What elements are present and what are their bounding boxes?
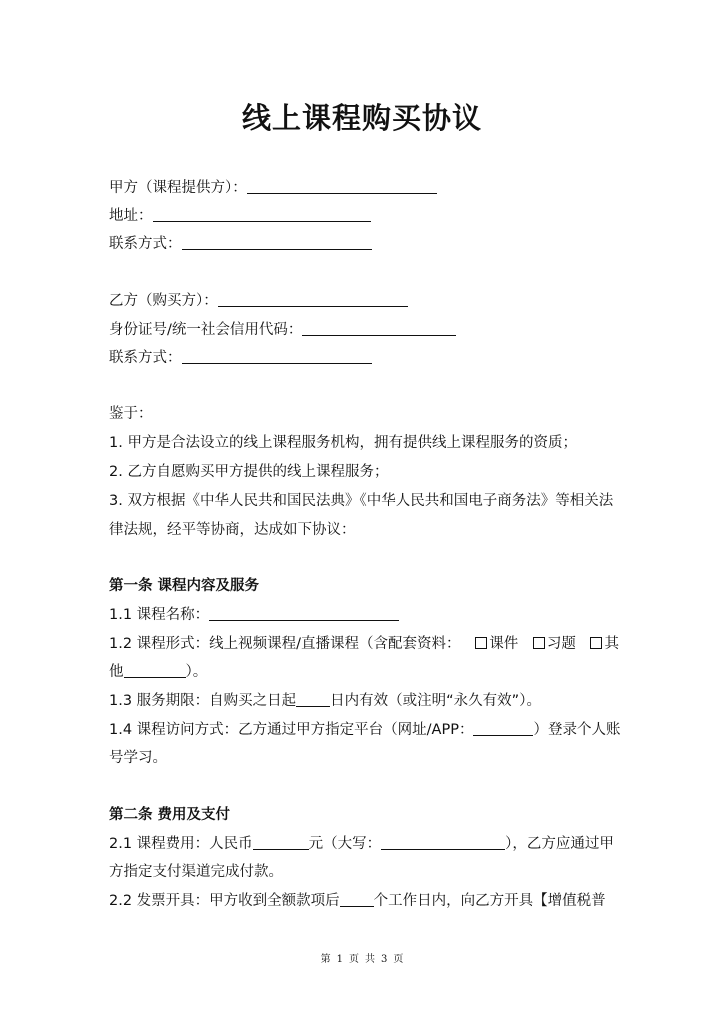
option-other-blank[interactable]	[124, 662, 186, 678]
recitals-intro: 鉴于：	[109, 406, 153, 422]
clause-1-2-line-1	[109, 634, 619, 654]
service-days-blank[interactable]	[296, 691, 330, 707]
option-exercises[interactable]	[533, 634, 576, 654]
party-a-address-label: 地址：	[109, 208, 153, 224]
footer-total-word: 共	[365, 954, 375, 965]
clause-1-3	[109, 691, 619, 711]
party-a-label: 甲方（课程提供方）：	[109, 180, 247, 196]
fee-end: ），乙方应通过甲	[505, 836, 614, 852]
invoice-end: 个工作日内，向乙方开具【增值税普	[373, 893, 606, 909]
recital-item-3-line-1: 3. 双方根据《中华人民共和国民法典》《中华人民共和国电子商务法》等相关法	[109, 493, 614, 509]
party-b-label: 乙方（购买方）：	[109, 293, 218, 309]
fee-capital-blank[interactable]	[381, 834, 505, 850]
option-courseware-label: 课件	[489, 636, 519, 652]
invoice-label: 2.2 发票开具：甲方收到全额款项后	[109, 893, 340, 909]
recital-item-3-line-2: 律法规，经平等协商，达成如下协议：	[109, 522, 356, 538]
option-courseware[interactable]	[475, 634, 518, 654]
access-method-label: 1.4 课程访问方式：乙方通过甲方指定平台（网址/APP：	[109, 722, 474, 738]
service-period-label: 1.3 服务期限：自购买之日起	[109, 693, 297, 709]
clause-2-1-line-2: 方指定支付渠道完成付款。	[109, 864, 283, 880]
party-b-contact-label: 联系方式：	[109, 350, 182, 366]
course-format-text: 1.2 课程形式：线上视频课程/直播课程（含配套资料：	[109, 636, 461, 652]
party-a-blank[interactable]	[247, 178, 437, 194]
footer-page-word: 第	[320, 954, 331, 965]
invoice-days-blank[interactable]	[340, 891, 374, 907]
party-b-id-blank[interactable]	[302, 320, 456, 336]
party-b-contact-row	[109, 348, 619, 368]
party-b-blank[interactable]	[218, 291, 408, 307]
party-b-id-row	[109, 320, 619, 340]
clause-1-4-line-1	[109, 720, 619, 740]
party-a-address-row	[109, 206, 619, 226]
party-a-contact-row	[109, 234, 619, 254]
party-b-row	[109, 291, 619, 311]
article-2-heading: 第二条 费用及支付	[109, 807, 231, 823]
party-b-id-label: 身份证号/统一社会信用代码：	[109, 322, 303, 338]
clause-1-2-line-2	[109, 662, 619, 682]
party-a-address-blank[interactable]	[153, 206, 371, 222]
party-a-contact-blank[interactable]	[182, 234, 372, 250]
footer-total-unit: 页	[393, 954, 404, 965]
footer-page-number: 1	[336, 954, 343, 965]
article-1-heading: 第一条 课程内容及服务	[109, 578, 260, 594]
checkbox-icon[interactable]	[533, 637, 545, 649]
fee-capital-label: 元（大写：	[308, 836, 382, 852]
footer-page-unit: 页	[349, 954, 359, 965]
course-name-label: 1.1 课程名称：	[109, 607, 210, 623]
access-method-end: ）登录个人账	[533, 722, 621, 738]
clause-2-2	[109, 891, 619, 911]
clause-2-1-line-1	[109, 834, 619, 854]
service-period-end: 日内有效（或注明“永久有效”）。	[330, 693, 541, 709]
option-other-label-cont: 他	[109, 664, 124, 680]
option-exercises-label: 习题	[546, 636, 576, 652]
clause-1-1	[109, 605, 619, 625]
checkbox-icon[interactable]	[475, 637, 487, 649]
option-other[interactable]	[590, 634, 619, 654]
clause-1-4-line-2: 号学习。	[109, 750, 167, 766]
document-title: 线上课程购买协议	[241, 101, 482, 135]
platform-blank[interactable]	[473, 720, 533, 736]
recital-item-2: 2. 乙方自愿购买甲方提供的线上课程服务；	[109, 464, 389, 480]
fee-amount-blank[interactable]	[253, 834, 309, 850]
party-a-row	[109, 178, 619, 198]
party-a-contact-label: 联系方式：	[109, 236, 182, 252]
option-other-label: 其	[604, 636, 619, 652]
clause-1-2-end: ）。	[185, 664, 208, 680]
course-fee-label: 2.1 课程费用：人民币	[109, 836, 253, 852]
recital-item-1: 1. 甲方是合法设立的线上课程服务机构，拥有提供线上课程服务的资质；	[109, 435, 577, 451]
checkbox-icon[interactable]	[590, 637, 602, 649]
course-name-blank[interactable]	[209, 605, 399, 621]
page-footer	[0, 950, 724, 965]
footer-total-number: 3	[381, 954, 388, 965]
party-b-contact-blank[interactable]	[182, 348, 372, 364]
